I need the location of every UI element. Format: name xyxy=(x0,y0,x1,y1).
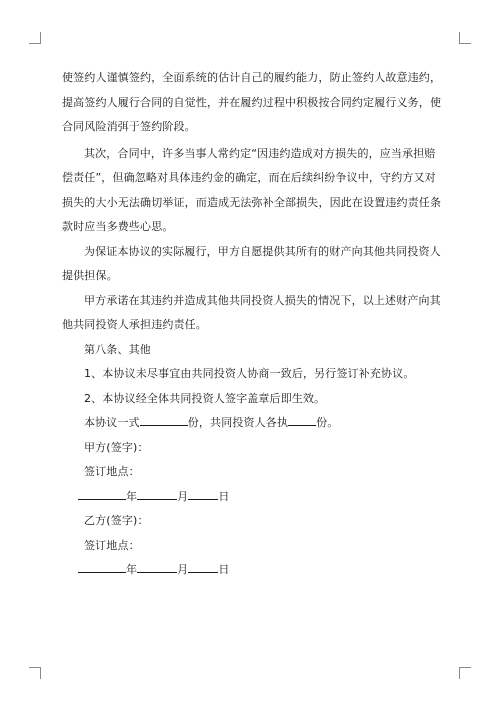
crop-mark-bottom-right xyxy=(459,667,471,679)
paragraph-party-a-commitment: 甲方承诺在其违约并造成其他共同投资人损失的情况下，以上述财产向其他共同投资人承担违约责任。 xyxy=(62,293,441,331)
copies-line xyxy=(62,411,445,436)
party-a-month-label: 月 xyxy=(177,489,189,503)
document-body xyxy=(62,66,445,583)
copies-suffix: 份。 xyxy=(316,416,339,429)
paragraph-liquidated-damages: 其次，合同中，许多当事人常约定“因违约造成对方损失的，应当承担赔偿责任”，但确忽略对具体违约金的确定，而在后续纠纷争议中，守约方又对损失的大小无法确切举证，而造成无法弥补全部损失，因此在设置违约责任条款时应当多费些心思。 xyxy=(62,146,442,233)
party-b-month-label: 月 xyxy=(177,563,189,576)
party-b-day-blank xyxy=(188,560,218,573)
party-a-month-blank xyxy=(137,487,177,500)
article-8-item-1: 1、本协议未尽事宜由共同投资人协商一致后，另行签订补充协议。 xyxy=(84,367,415,380)
copies-each-blank xyxy=(288,413,316,426)
party-b-place-label: 签订地点： xyxy=(84,538,140,552)
party-a-place-label: 签订地点： xyxy=(84,465,140,478)
article-8-heading: 第八条、其他 xyxy=(84,342,151,356)
crop-mark-bottom-left xyxy=(29,667,41,679)
party-b-signature-label: 乙方(签字)： xyxy=(84,514,149,527)
party-a-day-label: 日 xyxy=(218,489,230,503)
paragraph-guarantee: 为保证本协议的实际履行，甲方自愿提供其所有的财产向其他共同投资人提供担保。 xyxy=(62,244,441,282)
crop-mark-top-right xyxy=(459,32,471,44)
party-a-signature-label: 甲方(签字)： xyxy=(84,440,149,454)
party-a-date-line xyxy=(62,485,445,510)
party-b-year-blank xyxy=(78,560,126,573)
party-b-day-label: 日 xyxy=(218,563,230,576)
copies-prefix: 本协议一式 xyxy=(84,416,140,429)
party-b-month-blank xyxy=(137,560,177,573)
article-8-item-2: 2、本协议经全体共同投资人签字盖章后即生效。 xyxy=(84,391,326,405)
party-b-year-label: 年 xyxy=(126,563,138,576)
party-b-date-line xyxy=(62,558,445,583)
crop-mark-top-left xyxy=(29,32,41,44)
party-a-day-blank xyxy=(188,487,218,500)
party-a-year-label: 年 xyxy=(126,489,138,503)
copies-mid: 份，共同投资人各执 xyxy=(187,416,289,429)
copies-total-blank xyxy=(140,413,188,426)
party-a-year-blank xyxy=(78,487,126,500)
paragraph-signing-caution: 使签约人谨慎签约，全面系统的估计自己的履约能力，防止签约人故意违约，提高签约人履行合同的自觉性，并在履约过程中积极按合同约定履行义务，使合同风险消弭于签约阶段。 xyxy=(62,71,442,133)
